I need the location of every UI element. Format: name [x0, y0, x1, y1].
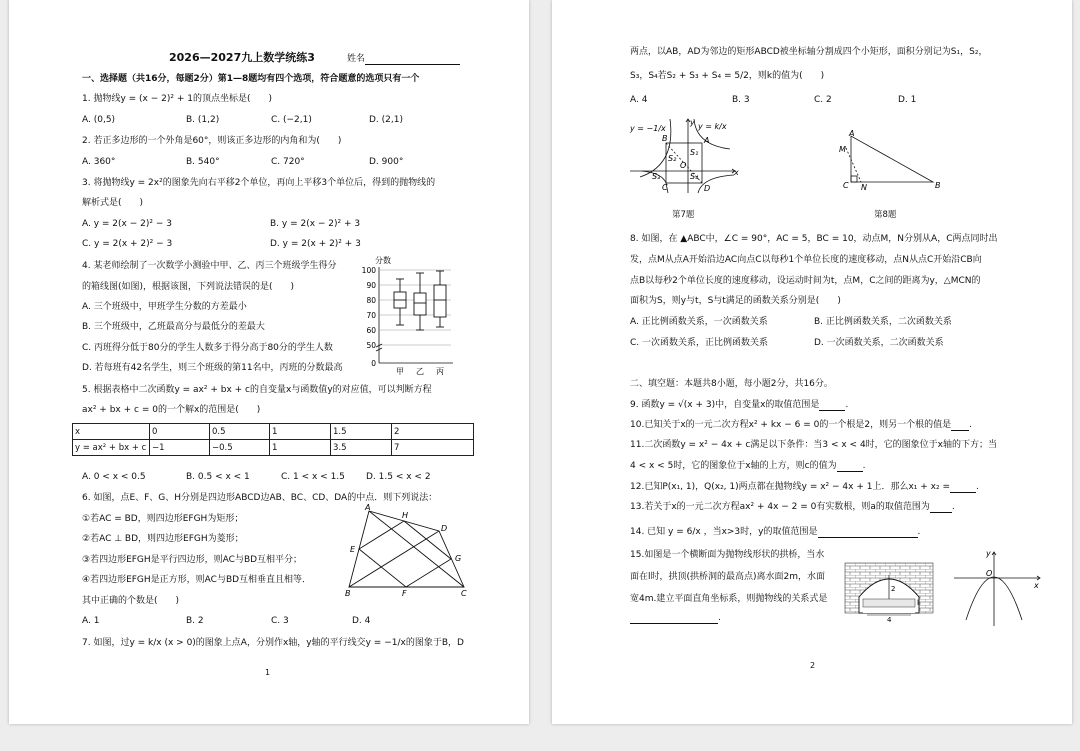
q4-option-c: C. 丙班得分低于80分的学生人数多于得分高于80分的学生人数 — [82, 343, 333, 353]
svg-text:C: C — [662, 183, 668, 192]
q15-line-1: 15.如图是一个横断面为抛物线形状的拱桥，当水 — [630, 550, 825, 560]
q1-option-a: A. (0,5) — [82, 115, 116, 125]
svg-text:D: D — [704, 184, 711, 193]
class-jia: 甲 — [396, 367, 404, 376]
q7-option-a: A. 4 — [630, 95, 648, 105]
q4-option-a: A. 三个班级中，甲班学生分数的方差最小 — [82, 302, 247, 312]
q12: 12.已知P(x₁, 1)，Q(x₂, 1)两点都在抛物线y = x² − 4x + 1上．那么x₁ + x₂ = . — [630, 482, 979, 492]
q8-line-4: 面积为S，则y与t，S与t满足的函数关系分别是( ) — [630, 296, 841, 306]
figure-7-caption: 第7题 — [672, 210, 695, 220]
q8-option-d: D. 一次函数关系，二次函数关系 — [814, 338, 944, 348]
svg-text:F: F — [402, 589, 407, 598]
name-label: 姓名 — [347, 53, 460, 65]
svg-text:D: D — [441, 524, 448, 533]
q3-option-b: B. y = 2(x − 2)² + 3 — [270, 219, 361, 229]
q6-item-4: ④若四边形EFGH是正方形，则AC与BD互相垂直且相等． — [82, 575, 312, 585]
q5-option-a: A. 0 < x < 0.5 — [82, 472, 146, 482]
bridge-figure — [845, 563, 935, 623]
svg-text:N: N — [861, 183, 867, 192]
q5-option-c: C. 1 < x < 1.5 — [281, 472, 345, 482]
svg-text:4: 4 — [887, 616, 892, 624]
section-1-heading: 一、选择题（共16分，每题2分）第1—8题均有四个选项，符合题意的选项只有一个 — [82, 74, 420, 84]
svg-text:l: l — [917, 599, 919, 607]
q5-option-b: B. 0.5 < x < 1 — [186, 472, 250, 482]
q5-value-table — [72, 423, 474, 456]
q5-option-d: D. 1.5 < x < 2 — [366, 472, 431, 482]
tick-100: 100 — [361, 266, 376, 275]
q6-item-2: ②若AC ⊥ BD，则四边形EFGH为菱形； — [82, 534, 244, 544]
q6-item-1: ①若AC = BD，则四边形EFGH为矩形； — [82, 514, 244, 524]
class-bing: 丙 — [436, 367, 444, 376]
page-number-2: 2 — [810, 661, 816, 670]
svg-text:C: C — [843, 181, 849, 190]
q2-option-a: A. 360° — [82, 157, 116, 167]
boxplot-figure — [363, 255, 463, 377]
q1-option-d: D. (2,1) — [369, 115, 403, 125]
exam-title: 2026—2027九上数学统练3 — [169, 51, 315, 64]
q4-stem: 4. 某老师绘制了一次数学小测验中甲、乙、丙三个班级学生得分 — [82, 261, 337, 271]
svg-text:y = −1/x: y = −1/x — [630, 124, 666, 133]
q7-option-b: B. 3 — [732, 95, 750, 105]
svg-text:G: G — [455, 554, 462, 563]
q2-option-b: B. 540° — [186, 157, 220, 167]
svg-text:A: A — [704, 136, 710, 145]
q6-stem-2: 其中正确的个数是( ) — [82, 596, 180, 606]
q7-option-c: C. 2 — [814, 95, 832, 105]
svg-text:O: O — [680, 161, 687, 170]
q8-option-b: B. 正比例函数关系，二次函数关系 — [814, 317, 952, 327]
q7-cont: 两点，以AB，AD为邻边的矩形ABCD被坐标轴分割成四个小矩形，面积分别记为S₁，S₂， — [630, 47, 988, 57]
q6-option-b: B. 2 — [186, 616, 204, 626]
class-yi: 乙 — [416, 367, 424, 376]
tick-60: 60 — [366, 326, 376, 335]
svg-text:x: x — [1034, 581, 1039, 590]
tick-0: 0 — [371, 359, 376, 368]
svg-text:y = k/x: y = k/x — [698, 122, 727, 131]
table-row: y = ax² + bx + c −1 −0.5 1 3.5 7 — [73, 440, 474, 456]
page-1 — [9, 0, 529, 724]
svg-text:B: B — [935, 181, 941, 190]
q3-stem: 3. 将抛物线y = 2x²的图象先向右平移2个单位，再向上平移3个单位后，得到的抛物线的 — [82, 178, 436, 188]
q1-option-b: B. (1,2) — [186, 115, 220, 125]
q6-option-d: D. 4 — [352, 616, 371, 626]
svg-text:S₄: S₄ — [690, 172, 699, 181]
q3-stem-2: 解析式是( ) — [82, 198, 144, 208]
q6-option-a: A. 1 — [82, 616, 100, 626]
q1-stem: 1. 抛物线y = (x − 2)² + 1的顶点坐标是( ) — [82, 94, 272, 104]
q7-cont-2: S₃，S₄若S₂ + S₃ + S₄ = 5/2，则k的值为( ) — [630, 71, 825, 81]
q3-option-d: D. y = 2(x + 2)² + 3 — [270, 239, 361, 249]
figure-8-caption: 第8题 — [874, 210, 897, 220]
q13: 13.若关于x的一元二次方程ax² + 4x − 2 = 0有实数根，则a的取值范围为 . — [630, 502, 955, 512]
svg-text:S₂: S₂ — [668, 154, 677, 163]
svg-text:O: O — [986, 569, 993, 578]
q6-stem: 6. 如图，点E、F、G、H分别是四边形ABCD边AB、BC、CD、DA的中点．则下列说法： — [82, 493, 438, 503]
q8-line-1: 8. 如图，在 ▲ABC中，∠C = 90°，AC = 5，BC = 10，动点M，N分别从A，C两点同时出 — [630, 234, 998, 244]
section-2-heading: 二、填空题：本题共8小题，每小题2分，共16分。 — [630, 379, 833, 389]
svg-text:B: B — [662, 134, 668, 143]
svg-text:y: y — [986, 549, 991, 558]
svg-text:2: 2 — [891, 585, 896, 593]
q11-b: 4 < x < 5时，它的图象位于x轴的上方，则c的值为 . — [630, 461, 866, 471]
svg-text:S₁: S₁ — [690, 148, 699, 157]
q7-stem-start: 7. 如图，过y = k/x (x > 0)的图象上点A，分别作x轴，y轴的平行线交y = −1/x的图象于B，D — [82, 638, 464, 648]
q14: 14. 已知 y = 6/x ，当x>3时，y的取值范围是 . — [630, 527, 921, 537]
q15-answer-line: . — [630, 612, 721, 624]
svg-text:x: x — [734, 168, 739, 177]
box-bing — [434, 285, 446, 317]
quadrilateral-figure — [339, 505, 469, 600]
svg-text:B: B — [345, 589, 351, 598]
q10: 10.已知关于x的一元二次方程x² + kx − 6 = 0的一个根是2，则另一个根的值是 . — [630, 420, 972, 430]
table-row: x 0 0.5 1 1.5 2 — [73, 424, 474, 440]
parabola-axes-figure — [952, 548, 1047, 628]
q4-option-b: B. 三个班级中，乙班最高分与最低分的差最大 — [82, 322, 265, 332]
tick-80: 80 — [366, 296, 376, 305]
boxplot-ylabel: 分数 — [375, 256, 391, 265]
q5-stem: 5. 根据表格中二次函数y = ax² + bx + c的自变量x与函数值y的对应值，可以判断方程 — [82, 385, 432, 395]
page-2 — [552, 0, 1072, 724]
q15-line-3: 宽4m.建立平面直角坐标系，则抛物线的关系式是 — [630, 594, 828, 604]
svg-text:H: H — [402, 511, 409, 520]
q3-option-c: C. y = 2(x + 2)² − 3 — [82, 239, 173, 249]
q5-stem-2: ax² + bx + c = 0的一个解x的范围是( ) — [82, 405, 261, 415]
q7-option-d: D. 1 — [898, 95, 917, 105]
q2-option-d: D. 900° — [369, 157, 404, 167]
q4-option-d: D. 若每班有42名学生，则三个班级的第11名中，丙班的分数最高 — [82, 363, 343, 373]
q9: 9. 函数y = √(x + 3)中，自变量x的取值范围是 . — [630, 400, 849, 410]
q8-line-3: 点B以每秒2个单位长度的速度移动，设运动时间为t，点M，C之间的距离为y，△MCN的 — [630, 276, 981, 286]
q4-stem-2: 的箱线图(如图)，根据该图，下列说法错误的是( ) — [82, 282, 295, 292]
q8-option-c: C. 一次函数关系，正比例函数关系 — [630, 338, 769, 348]
tick-70: 70 — [366, 311, 376, 320]
page-number-1: 1 — [265, 668, 271, 677]
q2-stem: 2. 若正多边形的一个外角是60°，则该正多边形的内角和为( ) — [82, 136, 342, 146]
q6-option-c: C. 3 — [271, 616, 289, 626]
q6-item-3: ③若四边形EFGH是平行四边形，则AC与BD互相平分； — [82, 555, 303, 565]
tick-90: 90 — [366, 281, 376, 290]
q11: 11.二次函数y = x² − 4x + c满足以下条件：当3 < x < 4时，它的图象位于x轴的下方；当 — [630, 440, 997, 450]
svg-text:A: A — [365, 503, 371, 512]
q1-option-c: C. (−2,1) — [271, 115, 312, 125]
q3-option-a: A. y = 2(x − 2)² − 3 — [82, 219, 172, 229]
q8-line-2: 发，点M从点A开始沿边AC向点C以每秒1个单位长度的速度移动，点N从点C开始沿CB向 — [630, 255, 982, 265]
svg-text:A: A — [849, 129, 855, 138]
q2-option-c: C. 720° — [271, 157, 305, 167]
figure-8 — [837, 130, 952, 190]
svg-text:E: E — [350, 545, 356, 554]
tick-50: 50 — [366, 341, 376, 350]
svg-text:C: C — [461, 589, 467, 598]
svg-text:M: M — [839, 145, 846, 154]
figure-7 — [630, 115, 745, 195]
q15-line-2: 面在l时，拱顶(拱桥洞的最高点)离水面2m，水面 — [630, 572, 826, 582]
box-yi — [414, 293, 426, 315]
svg-text:S₃: S₃ — [652, 172, 661, 181]
q8-option-a: A. 正比例函数关系，一次函数关系 — [630, 317, 768, 327]
svg-text:y: y — [690, 118, 695, 127]
